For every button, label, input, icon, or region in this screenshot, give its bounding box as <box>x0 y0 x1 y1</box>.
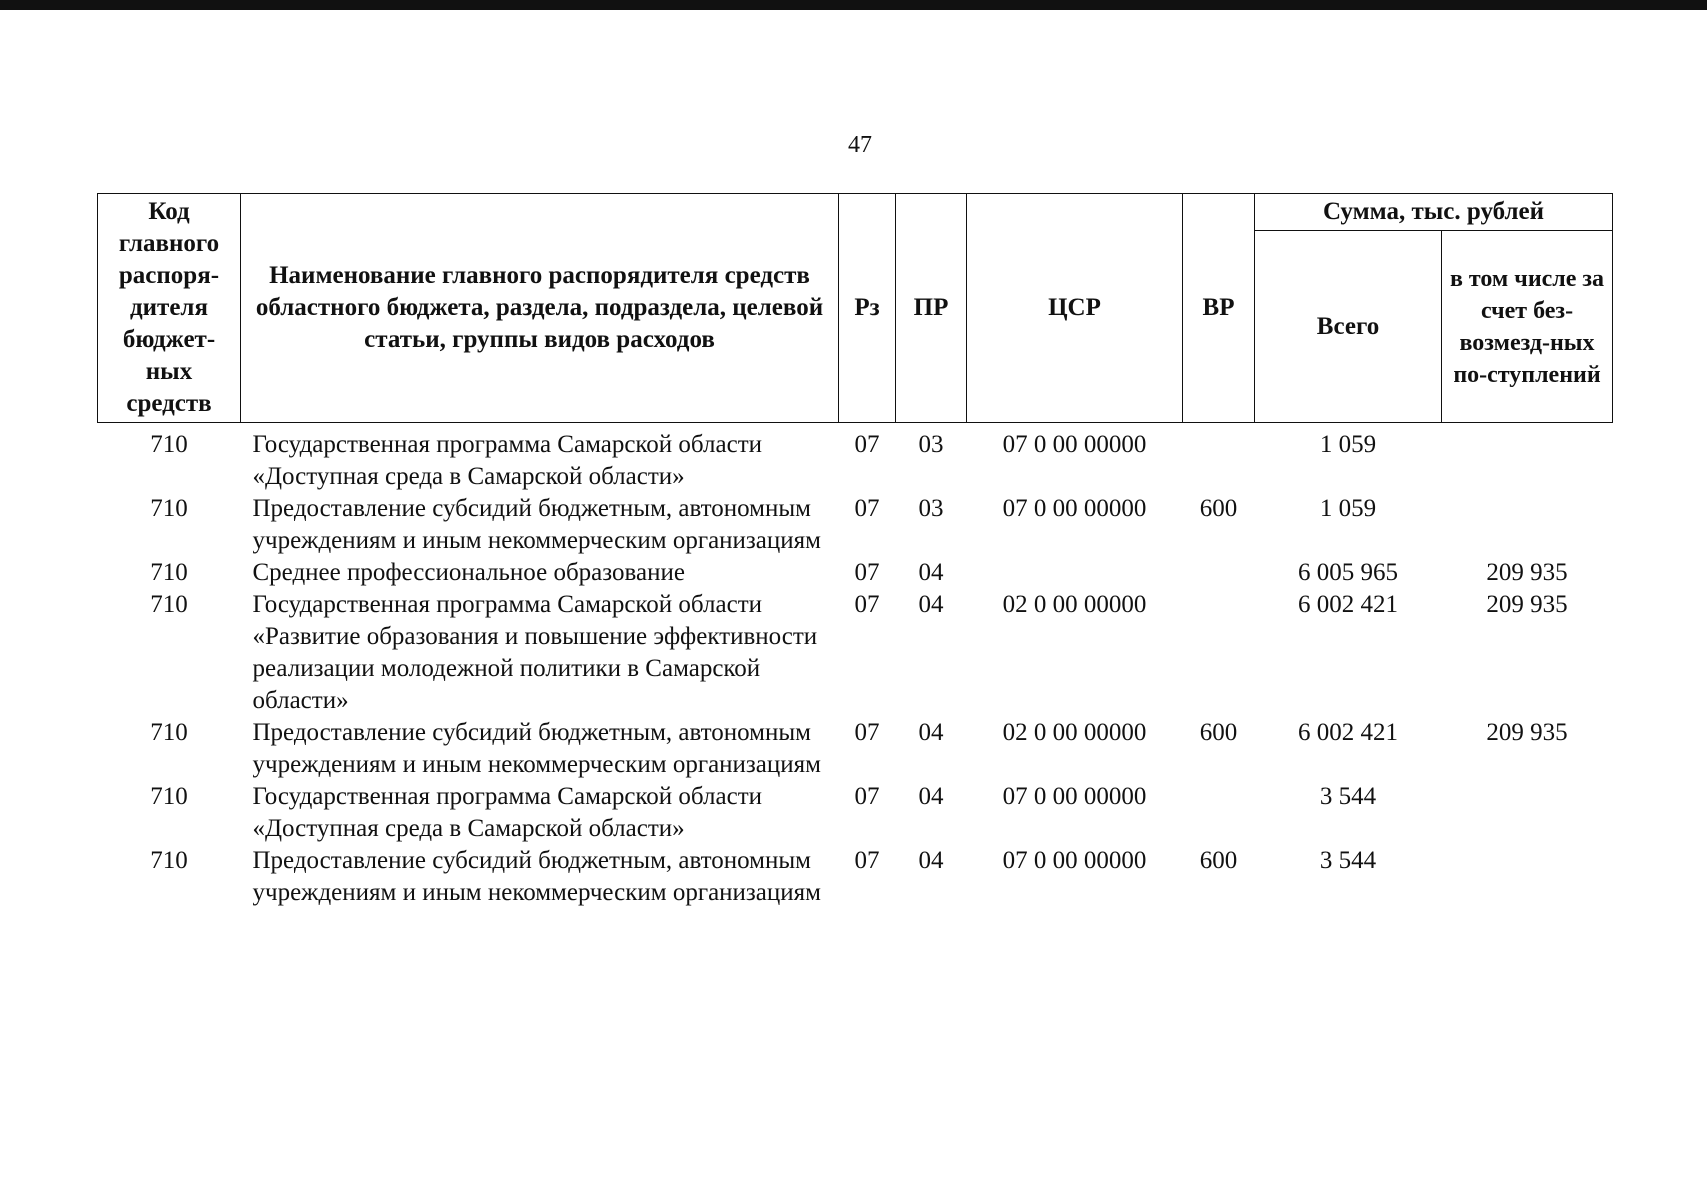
cell-csr: 07 0 00 00000 <box>1002 431 1147 458</box>
cell-rz: 07 <box>854 431 880 458</box>
cell-code: 710 <box>150 719 188 746</box>
cell-code: 710 <box>150 495 188 522</box>
table-row <box>98 717 1613 781</box>
cell-name: Государственная программа Самарской области «Развитие образования и повышение эффективности реализации молодежной политики в Самарской области» <box>252 591 818 714</box>
cell-name: Предоставление субсидий бюджетным, автономным учреждениям и иным некоммерческим организациям <box>252 847 821 906</box>
cell-pr: 04 <box>918 847 944 874</box>
cell-pr: 03 <box>918 495 944 522</box>
cell-rz: 07 <box>854 719 880 746</box>
cell-vr <box>1183 781 1255 845</box>
cell-vr <box>1183 423 1255 494</box>
cell-csr: 07 0 00 00000 <box>1002 495 1147 522</box>
header-sum-group: Сумма, тыс. рублей <box>1255 194 1613 231</box>
cell-total: 6 002 421 <box>1298 719 1398 746</box>
cell-name: Государственная программа Самарской области «Доступная среда в Самарской области» <box>252 783 762 842</box>
cell-vr <box>1183 557 1255 589</box>
table-row <box>98 557 1613 589</box>
header-row-1 <box>98 194 1613 231</box>
cell-vr: 600 <box>1199 847 1238 874</box>
header-grants: в том числе за счет без-возмезд-ных по-ступлений <box>1442 231 1613 423</box>
cell-name: Предоставление субсидий бюджетным, автономным учреждениям и иным некоммерческим организациям <box>252 719 821 778</box>
cell-rz: 07 <box>854 847 880 874</box>
cell-total: 1 059 <box>1319 431 1377 458</box>
cell-code: 710 <box>150 783 188 810</box>
cell-grants <box>1442 493 1613 557</box>
cell-grants <box>1442 781 1613 845</box>
cell-total: 3 544 <box>1319 783 1377 810</box>
cell-csr: 07 0 00 00000 <box>1002 783 1147 810</box>
cell-grants <box>1442 423 1613 494</box>
cell-total: 6 005 965 <box>1298 559 1398 586</box>
cell-rz: 07 <box>854 495 880 522</box>
cell-code: 710 <box>150 591 188 618</box>
header-code: Код главного распоря-дителя бюджет-ных средств <box>98 194 241 423</box>
cell-csr: 07 0 00 00000 <box>1002 847 1147 874</box>
page-number: 47 <box>848 132 872 158</box>
table-row <box>98 423 1613 494</box>
cell-code: 710 <box>150 431 188 458</box>
cell-grants <box>1442 845 1613 909</box>
cell-code: 710 <box>150 559 188 586</box>
cell-pr: 04 <box>918 591 944 618</box>
header-csr: ЦСР <box>967 194 1183 423</box>
cell-grants: 209 935 <box>1486 559 1568 586</box>
header-total: Всего <box>1255 231 1442 423</box>
table-body <box>98 423 1613 910</box>
top-border-rule <box>0 0 1707 10</box>
header-vr: ВР <box>1183 194 1255 423</box>
cell-grants: 209 935 <box>1486 719 1568 746</box>
table-row <box>98 781 1613 845</box>
table-row <box>98 589 1613 717</box>
budget-table <box>97 193 1613 909</box>
cell-csr: 02 0 00 00000 <box>1002 719 1147 746</box>
cell-csr <box>967 557 1183 589</box>
cell-name: Предоставление субсидий бюджетным, автономным учреждениям и иным некоммерческим организациям <box>252 495 821 554</box>
header-name: Наименование главного распорядителя средств областного бюджета, раздела, подраздела, целевой статьи, группы видов расходов <box>241 194 839 423</box>
cell-total: 3 544 <box>1319 847 1377 874</box>
cell-total: 6 002 421 <box>1298 591 1398 618</box>
cell-pr: 04 <box>918 719 944 746</box>
cell-pr: 04 <box>918 783 944 810</box>
table-row <box>98 845 1613 909</box>
cell-name: Среднее профессиональное образование <box>252 559 685 586</box>
cell-total: 1 059 <box>1319 495 1377 522</box>
cell-pr: 03 <box>918 431 944 458</box>
cell-rz: 07 <box>854 591 880 618</box>
cell-rz: 07 <box>854 559 880 586</box>
cell-name: Государственная программа Самарской области «Доступная среда в Самарской области» <box>252 431 762 490</box>
cell-code: 710 <box>150 847 188 874</box>
cell-grants: 209 935 <box>1486 591 1568 618</box>
cell-rz: 07 <box>854 783 880 810</box>
cell-vr: 600 <box>1199 495 1238 522</box>
header-rz: Рз <box>839 194 896 423</box>
table-row <box>98 493 1613 557</box>
cell-pr: 04 <box>918 559 944 586</box>
cell-vr <box>1183 589 1255 717</box>
header-pr: ПР <box>896 194 967 423</box>
cell-vr: 600 <box>1199 719 1238 746</box>
cell-csr: 02 0 00 00000 <box>1002 591 1147 618</box>
table-header <box>98 194 1613 423</box>
